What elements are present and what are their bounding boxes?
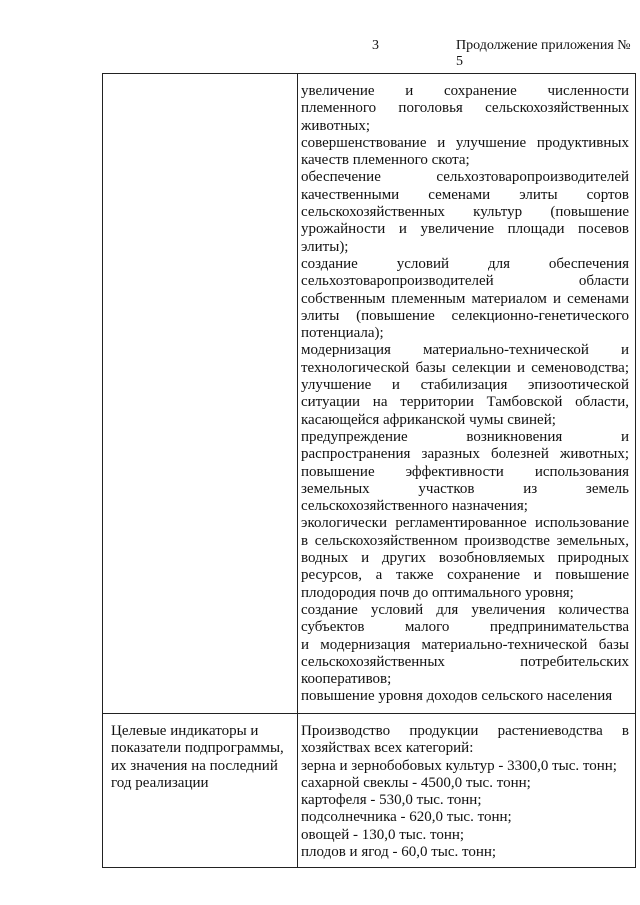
goals-line: земельных участков из земель — [301, 480, 629, 497]
goals-line: потенциала); — [301, 325, 384, 342]
goals-line: качественными семенами элиты сортов — [301, 186, 629, 203]
goals-line: сельскохозяйственных потребительских — [301, 653, 629, 670]
indicators-label-line: показатели подпрограммы, — [111, 740, 284, 757]
column-divider — [297, 74, 298, 867]
indicators-values-cell — [301, 723, 629, 861]
indicators-label-line: их значения на последний — [111, 757, 278, 774]
indicators-label-line: Целевые индикаторы и — [111, 723, 259, 739]
goals-line: ресурсов, а также сохранение и повышение — [301, 567, 629, 584]
appendix-continuation-note: Продолжение приложения № 5 — [456, 38, 631, 69]
indicators-line: подсолнечника - 620,0 тыс. тонн; — [301, 809, 512, 826]
goals-line: касающейся африканской чумы свиней; — [301, 411, 556, 428]
row-divider — [103, 713, 635, 714]
goals-line: урожайности и увеличение площади посевов — [301, 221, 629, 238]
page-number: 3 — [372, 38, 379, 53]
goals-line: сельскохозяйственных культур (повышение — [301, 204, 629, 221]
goals-line: сельскохозяйственного назначения; — [301, 498, 528, 515]
goals-line: создание условий для увеличения количества — [301, 601, 629, 618]
goals-line: увеличение и сохранение численности — [301, 83, 629, 99]
goals-line: сельхозтоваропроизводителей области — [301, 273, 629, 290]
indicators-line: плодов и ягод - 60,0 тыс. тонн; — [301, 844, 497, 861]
goals-line: и модернизация материально-технической базы — [301, 636, 629, 653]
goals-line: повышение эффективности использования — [301, 463, 629, 480]
goals-line: водных и других возобновляемых природных — [301, 550, 629, 567]
program-table — [102, 73, 636, 868]
indicators-line: зерна и зернобобовых культур - 3300,0 тыс. тонн; — [301, 757, 617, 774]
goals-line: модернизация материально-технической и — [301, 342, 629, 359]
goals-line: улучшение и стабилизация эпизоотической — [301, 377, 629, 394]
indicators-line: Производство продукции растениеводства в — [301, 723, 629, 739]
goals-line: племенного поголовья сельскохозяйственных — [301, 100, 629, 117]
goals-line: плодородия почв до оптимального уровня; — [301, 584, 574, 601]
goals-line: собственным племенным материалом и семенами — [301, 290, 629, 307]
goals-line: создание условий для обеспечения — [301, 255, 629, 272]
goals-line: животных; — [301, 117, 371, 134]
indicators-line: картофеля - 530,0 тыс. тонн; — [301, 792, 482, 809]
goals-line: качеств племенного скота; — [301, 152, 470, 169]
indicators-line: сахарной свеклы - 4500,0 тыс. тонн; — [301, 774, 531, 791]
goals-line: обеспечение сельхозтоваропроизводителей — [301, 169, 629, 186]
goals-line: экологически регламентированное использование — [301, 515, 629, 532]
goals-line: в сельскохозяйственном производстве земельных, — [301, 532, 629, 549]
indicators-line: овощей - 130,0 тыс. тонн; — [301, 826, 465, 843]
goals-line: совершенствование и улучшение продуктивных — [301, 134, 629, 151]
goals-line: технологической базы селекции и семеноводства; — [301, 359, 629, 376]
goals-line: кооперативов; — [301, 671, 392, 688]
goals-line: элиты (повышение селекционно-генетического — [301, 307, 629, 324]
indicators-label-cell — [111, 723, 291, 792]
goals-cell — [301, 83, 629, 706]
goals-line: предупреждение возникновения и — [301, 428, 629, 445]
goals-line: повышение уровня доходов сельского населения — [301, 688, 613, 705]
goals-line: ситуации на территории Тамбовской области, — [301, 394, 629, 411]
indicators-label-line: год реализации — [111, 774, 209, 791]
goals-line: распространения заразных болезней животных; — [301, 446, 629, 463]
goals-line: элиты); — [301, 238, 349, 255]
indicators-line: хозяйствах всех категорий: — [301, 740, 474, 757]
goals-line: субъектов малого предпринимательства — [301, 619, 629, 636]
